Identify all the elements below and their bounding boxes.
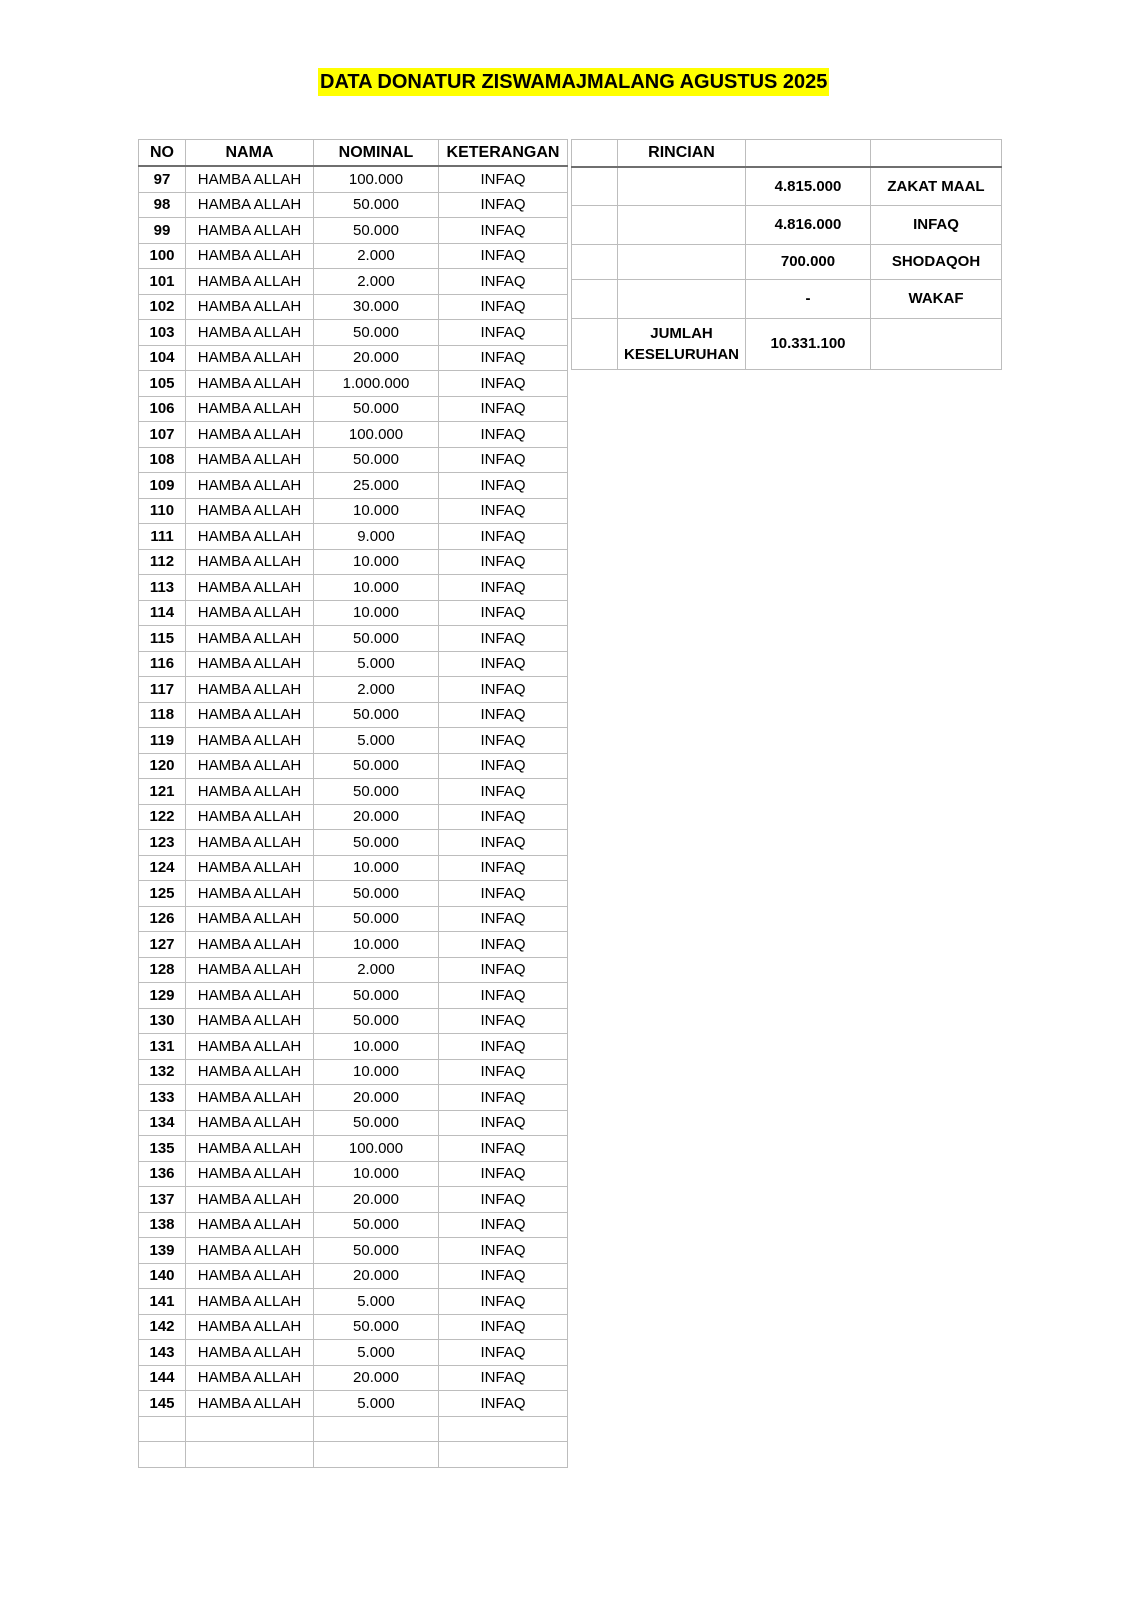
cell-no: 124 xyxy=(139,855,186,881)
cell-nominal: 20.000 xyxy=(314,1085,439,1111)
table-row xyxy=(139,626,568,652)
summary-header-blank xyxy=(572,140,618,168)
cell-nominal: 50.000 xyxy=(314,626,439,652)
table-row xyxy=(139,396,568,422)
cell-no: 99 xyxy=(139,218,186,244)
cell-nama: HAMBA ALLAH xyxy=(186,1391,314,1417)
table-row xyxy=(139,192,568,218)
cell-keterangan: INFAQ xyxy=(439,1289,568,1315)
summary-cell-label: JUMLAH KESELURUHAN xyxy=(618,318,746,369)
cell-no: 108 xyxy=(139,447,186,473)
cell-nama: HAMBA ALLAH xyxy=(186,753,314,779)
table-row xyxy=(139,1059,568,1085)
summary-header-blank xyxy=(746,140,871,168)
cell-keterangan: INFAQ xyxy=(439,396,568,422)
cell-nominal: 2.000 xyxy=(314,957,439,983)
cell-keterangan: INFAQ xyxy=(439,1085,568,1111)
summary-cell-blank xyxy=(572,318,618,369)
summary-cell-category: INFAQ xyxy=(871,205,1002,244)
summary-cell-category: ZAKAT MAAL xyxy=(871,167,1002,205)
summary-row xyxy=(572,279,1002,318)
cell-nominal: 20.000 xyxy=(314,804,439,830)
summary-cell-blank xyxy=(572,279,618,318)
cell-nominal: 50.000 xyxy=(314,1008,439,1034)
table-row xyxy=(139,1314,568,1340)
summary-cell-label xyxy=(618,244,746,279)
cell-nominal: 10.000 xyxy=(314,932,439,958)
cell-nama: HAMBA ALLAH xyxy=(186,447,314,473)
cell-keterangan: INFAQ xyxy=(439,473,568,499)
cell-no: 116 xyxy=(139,651,186,677)
cell-keterangan: INFAQ xyxy=(439,218,568,244)
cell-no: 119 xyxy=(139,728,186,754)
cell-keterangan: INFAQ xyxy=(439,549,568,575)
cell-nominal: 5.000 xyxy=(314,1391,439,1417)
table-row xyxy=(139,1136,568,1162)
cell-nama: HAMBA ALLAH xyxy=(186,1110,314,1136)
summary-cell-amount: - xyxy=(746,279,871,318)
cell-nominal: 5.000 xyxy=(314,728,439,754)
table-row xyxy=(139,1110,568,1136)
cell-no: 110 xyxy=(139,498,186,524)
cell-no: 131 xyxy=(139,1034,186,1060)
table-row xyxy=(139,855,568,881)
cell-nominal: 50.000 xyxy=(314,1212,439,1238)
cell-nama: HAMBA ALLAH xyxy=(186,549,314,575)
cell-nama: HAMBA ALLAH xyxy=(186,983,314,1009)
cell-nama: HAMBA ALLAH xyxy=(186,192,314,218)
cell-keterangan: INFAQ xyxy=(439,1314,568,1340)
cell-nominal xyxy=(314,1416,439,1442)
cell-nama: HAMBA ALLAH xyxy=(186,1340,314,1366)
cell-keterangan: INFAQ xyxy=(439,626,568,652)
cell-nominal: 10.000 xyxy=(314,855,439,881)
cell-nama: HAMBA ALLAH xyxy=(186,498,314,524)
cell-nama: HAMBA ALLAH xyxy=(186,473,314,499)
cell-keterangan: INFAQ xyxy=(439,1161,568,1187)
cell-no: 120 xyxy=(139,753,186,779)
cell-no: 134 xyxy=(139,1110,186,1136)
summary-row xyxy=(572,167,1002,205)
cell-nama xyxy=(186,1442,314,1468)
table-row xyxy=(139,1085,568,1111)
cell-keterangan: INFAQ xyxy=(439,932,568,958)
table-row xyxy=(139,218,568,244)
cell-nama: HAMBA ALLAH xyxy=(186,1187,314,1213)
cell-keterangan: INFAQ xyxy=(439,320,568,346)
cell-no: 100 xyxy=(139,243,186,269)
cell-no: 122 xyxy=(139,804,186,830)
cell-no: 121 xyxy=(139,779,186,805)
donor-table-header xyxy=(139,140,568,167)
cell-nama: HAMBA ALLAH xyxy=(186,1059,314,1085)
cell-nominal: 2.000 xyxy=(314,243,439,269)
cell-nominal: 50.000 xyxy=(314,447,439,473)
cell-keterangan: INFAQ xyxy=(439,575,568,601)
cell-keterangan: INFAQ xyxy=(439,804,568,830)
cell-nominal: 50.000 xyxy=(314,1110,439,1136)
cell-nominal xyxy=(314,1442,439,1468)
cell-no: 123 xyxy=(139,830,186,856)
table-row xyxy=(139,549,568,575)
cell-keterangan: INFAQ xyxy=(439,957,568,983)
cell-keterangan: INFAQ xyxy=(439,1263,568,1289)
table-row xyxy=(139,932,568,958)
cell-nama: HAMBA ALLAH xyxy=(186,1161,314,1187)
cell-nominal: 100.000 xyxy=(314,166,439,192)
table-row xyxy=(139,804,568,830)
cell-no: 115 xyxy=(139,626,186,652)
cell-nominal: 20.000 xyxy=(314,1187,439,1213)
cell-nama: HAMBA ALLAH xyxy=(186,396,314,422)
table-row xyxy=(139,1161,568,1187)
table-row xyxy=(139,243,568,269)
summary-cell-amount: 10.331.100 xyxy=(746,318,871,369)
cell-keterangan: INFAQ xyxy=(439,830,568,856)
cell-no: 129 xyxy=(139,983,186,1009)
cell-no: 136 xyxy=(139,1161,186,1187)
summary-cell-blank xyxy=(572,244,618,279)
table-row xyxy=(139,779,568,805)
cell-nominal: 20.000 xyxy=(314,345,439,371)
table-row xyxy=(139,830,568,856)
cell-nominal: 25.000 xyxy=(314,473,439,499)
cell-no: 133 xyxy=(139,1085,186,1111)
summary-cell-blank xyxy=(572,167,618,205)
cell-nominal: 100.000 xyxy=(314,1136,439,1162)
cell-nama: HAMBA ALLAH xyxy=(186,1365,314,1391)
table-row xyxy=(139,1212,568,1238)
summary-cell-category: SHODAQOH xyxy=(871,244,1002,279)
cell-no: 102 xyxy=(139,294,186,320)
summary-row xyxy=(572,205,1002,244)
cell-nama: HAMBA ALLAH xyxy=(186,1085,314,1111)
table-row xyxy=(139,345,568,371)
header-no: NO xyxy=(139,140,186,167)
cell-nama: HAMBA ALLAH xyxy=(186,1008,314,1034)
cell-nominal: 5.000 xyxy=(314,1340,439,1366)
cell-nama: HAMBA ALLAH xyxy=(186,804,314,830)
cell-no: 137 xyxy=(139,1187,186,1213)
cell-nominal: 10.000 xyxy=(314,600,439,626)
summary-cell-label xyxy=(618,167,746,205)
cell-nama: HAMBA ALLAH xyxy=(186,166,314,192)
cell-keterangan: INFAQ xyxy=(439,294,568,320)
table-row xyxy=(139,166,568,192)
cell-nama: HAMBA ALLAH xyxy=(186,1238,314,1264)
cell-keterangan: INFAQ xyxy=(439,1238,568,1264)
cell-no: 98 xyxy=(139,192,186,218)
cell-nominal: 2.000 xyxy=(314,677,439,703)
cell-nama: HAMBA ALLAH xyxy=(186,779,314,805)
cell-keterangan: INFAQ xyxy=(439,1136,568,1162)
cell-no: 132 xyxy=(139,1059,186,1085)
cell-keterangan: INFAQ xyxy=(439,1008,568,1034)
cell-keterangan: INFAQ xyxy=(439,1110,568,1136)
cell-nominal: 10.000 xyxy=(314,1161,439,1187)
cell-nominal: 50.000 xyxy=(314,218,439,244)
table-row xyxy=(139,1187,568,1213)
cell-keterangan: INFAQ xyxy=(439,166,568,192)
cell-no: 106 xyxy=(139,396,186,422)
table-row xyxy=(139,498,568,524)
table-row xyxy=(139,677,568,703)
cell-keterangan: INFAQ xyxy=(439,1212,568,1238)
cell-no: 127 xyxy=(139,932,186,958)
table-row xyxy=(139,269,568,295)
header-nominal: NOMINAL xyxy=(314,140,439,167)
cell-nominal: 50.000 xyxy=(314,702,439,728)
cell-nominal: 10.000 xyxy=(314,1059,439,1085)
table-row xyxy=(139,728,568,754)
table-row xyxy=(139,371,568,397)
cell-keterangan: INFAQ xyxy=(439,753,568,779)
cell-nama: HAMBA ALLAH xyxy=(186,218,314,244)
cell-no xyxy=(139,1416,186,1442)
cell-no: 105 xyxy=(139,371,186,397)
table-row xyxy=(139,473,568,499)
cell-no: 111 xyxy=(139,524,186,550)
cell-nominal: 10.000 xyxy=(314,498,439,524)
cell-nominal: 1.000.000 xyxy=(314,371,439,397)
table-row xyxy=(139,1416,568,1442)
cell-nama: HAMBA ALLAH xyxy=(186,575,314,601)
cell-no: 125 xyxy=(139,881,186,907)
summary-cell-amount: 700.000 xyxy=(746,244,871,279)
cell-nominal: 9.000 xyxy=(314,524,439,550)
cell-keterangan: INFAQ xyxy=(439,1365,568,1391)
page-title: DATA DONATUR ZISWAMAJMALANG AGUSTUS 2025 xyxy=(318,68,829,96)
cell-nominal: 50.000 xyxy=(314,753,439,779)
table-row xyxy=(139,702,568,728)
cell-no: 141 xyxy=(139,1289,186,1315)
cell-nominal: 50.000 xyxy=(314,1314,439,1340)
cell-nama: HAMBA ALLAH xyxy=(186,957,314,983)
cell-no: 135 xyxy=(139,1136,186,1162)
cell-keterangan: INFAQ xyxy=(439,881,568,907)
cell-keterangan xyxy=(439,1416,568,1442)
donor-table xyxy=(138,139,568,1468)
cell-nama: HAMBA ALLAH xyxy=(186,371,314,397)
cell-nama: HAMBA ALLAH xyxy=(186,1212,314,1238)
cell-keterangan: INFAQ xyxy=(439,269,568,295)
cell-nama: HAMBA ALLAH xyxy=(186,1136,314,1162)
cell-nama: HAMBA ALLAH xyxy=(186,1263,314,1289)
cell-keterangan: INFAQ xyxy=(439,600,568,626)
cell-no: 128 xyxy=(139,957,186,983)
cell-keterangan: INFAQ xyxy=(439,677,568,703)
summary-cell-amount: 4.816.000 xyxy=(746,205,871,244)
cell-no: 104 xyxy=(139,345,186,371)
cell-keterangan: INFAQ xyxy=(439,855,568,881)
cell-nama: HAMBA ALLAH xyxy=(186,702,314,728)
cell-keterangan: INFAQ xyxy=(439,702,568,728)
cell-no: 145 xyxy=(139,1391,186,1417)
cell-no: 138 xyxy=(139,1212,186,1238)
cell-nominal: 50.000 xyxy=(314,881,439,907)
cell-keterangan: INFAQ xyxy=(439,498,568,524)
table-row xyxy=(139,524,568,550)
cell-keterangan: INFAQ xyxy=(439,906,568,932)
cell-keterangan: INFAQ xyxy=(439,651,568,677)
cell-no: 112 xyxy=(139,549,186,575)
summary-table-header xyxy=(572,140,1002,168)
table-row xyxy=(139,1008,568,1034)
cell-nominal: 20.000 xyxy=(314,1263,439,1289)
cell-no: 118 xyxy=(139,702,186,728)
cell-nominal: 50.000 xyxy=(314,906,439,932)
summary-header-rincian: RINCIAN xyxy=(618,140,746,168)
cell-keterangan: INFAQ xyxy=(439,779,568,805)
cell-keterangan: INFAQ xyxy=(439,1034,568,1060)
cell-nominal: 50.000 xyxy=(314,396,439,422)
cell-nama: HAMBA ALLAH xyxy=(186,600,314,626)
summary-header-blank xyxy=(871,140,1002,168)
cell-keterangan: INFAQ xyxy=(439,192,568,218)
cell-no: 97 xyxy=(139,166,186,192)
table-row xyxy=(139,1034,568,1060)
cell-nama: HAMBA ALLAH xyxy=(186,243,314,269)
table-row xyxy=(139,320,568,346)
cell-nominal: 50.000 xyxy=(314,830,439,856)
cell-nama: HAMBA ALLAH xyxy=(186,294,314,320)
table-row xyxy=(139,1238,568,1264)
summary-row xyxy=(572,318,1002,369)
table-row xyxy=(139,447,568,473)
cell-keterangan: INFAQ xyxy=(439,1059,568,1085)
cell-nama: HAMBA ALLAH xyxy=(186,1289,314,1315)
summary-row xyxy=(572,244,1002,279)
table-row xyxy=(139,1263,568,1289)
cell-no: 143 xyxy=(139,1340,186,1366)
table-row xyxy=(139,881,568,907)
cell-nominal: 10.000 xyxy=(314,549,439,575)
cell-nama: HAMBA ALLAH xyxy=(186,626,314,652)
cell-no: 117 xyxy=(139,677,186,703)
summary-cell-label xyxy=(618,205,746,244)
cell-nama: HAMBA ALLAH xyxy=(186,881,314,907)
cell-keterangan: INFAQ xyxy=(439,983,568,1009)
cell-nominal: 20.000 xyxy=(314,1365,439,1391)
cell-nominal: 50.000 xyxy=(314,983,439,1009)
cell-nama: HAMBA ALLAH xyxy=(186,677,314,703)
cell-no: 139 xyxy=(139,1238,186,1264)
table-row xyxy=(139,1442,568,1468)
cell-keterangan: INFAQ xyxy=(439,1187,568,1213)
summary-cell-amount: 4.815.000 xyxy=(746,167,871,205)
cell-nominal: 100.000 xyxy=(314,422,439,448)
cell-keterangan: INFAQ xyxy=(439,1340,568,1366)
table-row xyxy=(139,575,568,601)
cell-keterangan: INFAQ xyxy=(439,447,568,473)
cell-nominal: 10.000 xyxy=(314,1034,439,1060)
cell-nominal: 50.000 xyxy=(314,192,439,218)
table-row xyxy=(139,957,568,983)
summary-table xyxy=(571,139,1002,370)
header-nama: NAMA xyxy=(186,140,314,167)
cell-nama: HAMBA ALLAH xyxy=(186,524,314,550)
cell-keterangan: INFAQ xyxy=(439,524,568,550)
summary-cell-category: WAKAF xyxy=(871,279,1002,318)
summary-cell-label xyxy=(618,279,746,318)
cell-keterangan: INFAQ xyxy=(439,728,568,754)
cell-no: 144 xyxy=(139,1365,186,1391)
cell-keterangan: INFAQ xyxy=(439,1391,568,1417)
cell-no: 130 xyxy=(139,1008,186,1034)
cell-nama: HAMBA ALLAH xyxy=(186,320,314,346)
table-row xyxy=(139,600,568,626)
cell-nama: HAMBA ALLAH xyxy=(186,728,314,754)
cell-nominal: 50.000 xyxy=(314,320,439,346)
cell-keterangan: INFAQ xyxy=(439,422,568,448)
cell-keterangan: INFAQ xyxy=(439,371,568,397)
table-row xyxy=(139,753,568,779)
cell-nominal: 50.000 xyxy=(314,1238,439,1264)
table-row xyxy=(139,906,568,932)
cell-nominal: 5.000 xyxy=(314,1289,439,1315)
cell-nominal: 10.000 xyxy=(314,575,439,601)
cell-nama xyxy=(186,1416,314,1442)
cell-no: 109 xyxy=(139,473,186,499)
cell-no: 103 xyxy=(139,320,186,346)
table-row xyxy=(139,294,568,320)
cell-nama: HAMBA ALLAH xyxy=(186,269,314,295)
cell-no: 142 xyxy=(139,1314,186,1340)
header-keterangan: KETERANGAN xyxy=(439,140,568,167)
cell-no: 126 xyxy=(139,906,186,932)
cell-nama: HAMBA ALLAH xyxy=(186,1314,314,1340)
cell-no: 107 xyxy=(139,422,186,448)
cell-nominal: 30.000 xyxy=(314,294,439,320)
cell-nama: HAMBA ALLAH xyxy=(186,932,314,958)
summary-cell-category xyxy=(871,318,1002,369)
cell-nama: HAMBA ALLAH xyxy=(186,1034,314,1060)
table-row xyxy=(139,983,568,1009)
cell-nama: HAMBA ALLAH xyxy=(186,422,314,448)
summary-cell-blank xyxy=(572,205,618,244)
cell-nama: HAMBA ALLAH xyxy=(186,855,314,881)
table-row xyxy=(139,1365,568,1391)
cell-nominal: 5.000 xyxy=(314,651,439,677)
cell-nama: HAMBA ALLAH xyxy=(186,651,314,677)
cell-keterangan: INFAQ xyxy=(439,345,568,371)
cell-no: 101 xyxy=(139,269,186,295)
cell-nama: HAMBA ALLAH xyxy=(186,906,314,932)
table-row xyxy=(139,1391,568,1417)
table-row xyxy=(139,1289,568,1315)
cell-nominal: 50.000 xyxy=(314,779,439,805)
cell-nama: HAMBA ALLAH xyxy=(186,345,314,371)
cell-keterangan: INFAQ xyxy=(439,243,568,269)
table-row xyxy=(139,422,568,448)
cell-nominal: 2.000 xyxy=(314,269,439,295)
cell-nama: HAMBA ALLAH xyxy=(186,830,314,856)
table-row xyxy=(139,1340,568,1366)
cell-no: 114 xyxy=(139,600,186,626)
cell-no xyxy=(139,1442,186,1468)
cell-keterangan xyxy=(439,1442,568,1468)
cell-no: 113 xyxy=(139,575,186,601)
cell-no: 140 xyxy=(139,1263,186,1289)
table-row xyxy=(139,651,568,677)
